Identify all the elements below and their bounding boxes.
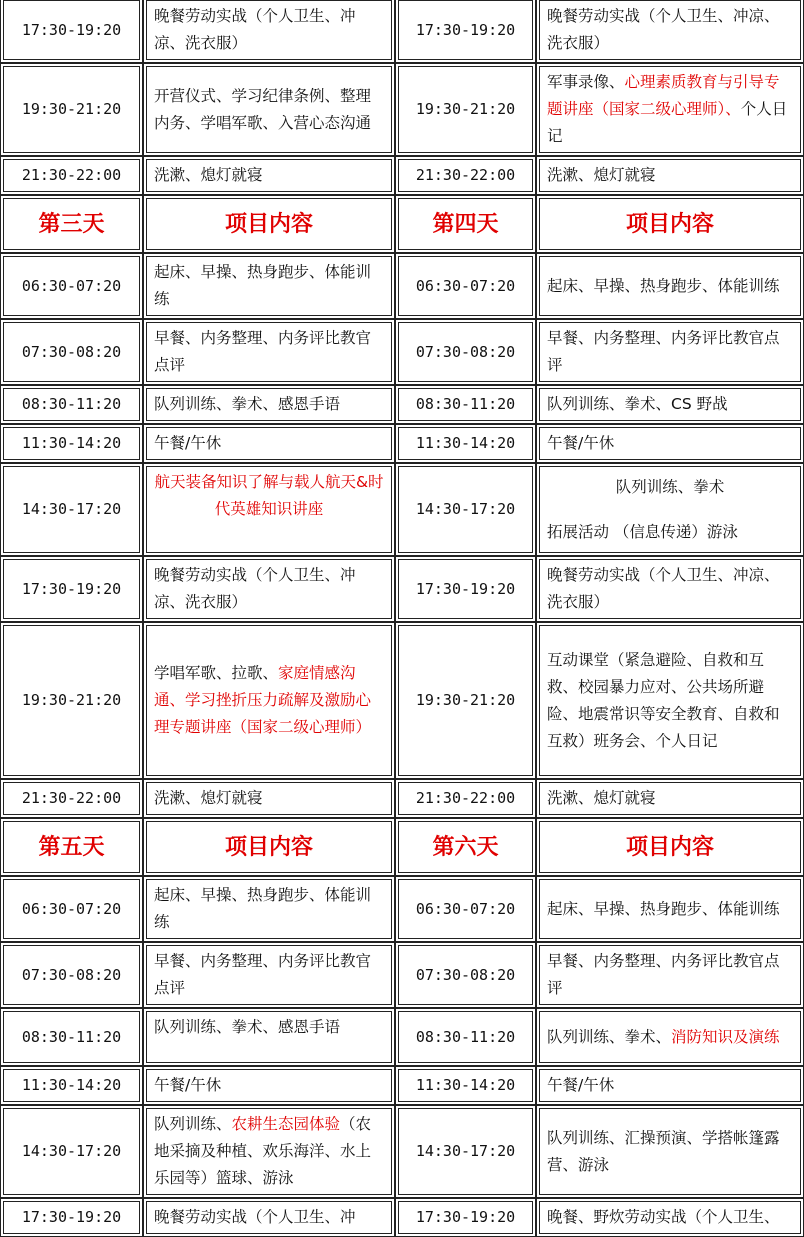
time-slot: 08:30-11:20 — [395, 1008, 536, 1066]
activity-text: 午餐/午休 — [547, 434, 615, 452]
activity-cell — [536, 424, 804, 463]
time-slot: 14:30-17:20 — [0, 463, 143, 556]
schedule-row — [0, 876, 804, 942]
activity-cell — [536, 1105, 804, 1198]
activity-text: （农地采摘及种植、欢乐海洋、水上乐园等）篮球、游泳 — [154, 1115, 372, 1187]
activity-text: 午餐/午休 — [154, 434, 222, 452]
activity-text: 队列训练、拳术、CS 野战 — [547, 395, 728, 413]
activity-cell — [143, 0, 395, 63]
activity-cell — [536, 385, 804, 424]
time-slot: 11:30-14:20 — [395, 424, 536, 463]
time-slot: 21:30-22:00 — [0, 156, 143, 195]
schedule-row — [0, 1008, 804, 1066]
activity-text: 学唱军歌、拉歌、 — [154, 664, 279, 682]
time-slot: 17:30-19:20 — [395, 0, 536, 63]
activity-text: 开营仪式、学习纪律条例、整理内务、学唱军歌、入营心态沟通 — [154, 86, 372, 132]
activity-cell — [143, 779, 395, 818]
time-slot: 06:30-07:20 — [0, 253, 143, 319]
day-title: 第四天 — [395, 195, 536, 253]
activity-cell — [143, 1105, 395, 1198]
activity-cell — [143, 385, 395, 424]
time-slot: 17:30-19:20 — [395, 556, 536, 622]
time-slot: 11:30-14:20 — [0, 1066, 143, 1105]
activity-cell — [536, 253, 804, 319]
time-slot: 08:30-11:20 — [0, 1008, 143, 1066]
activity-cell — [536, 156, 804, 195]
time-slot: 19:30-21:20 — [395, 63, 536, 156]
activity-cell — [536, 319, 804, 385]
activity-cell — [536, 622, 804, 779]
time-slot: 17:30-19:20 — [395, 1198, 536, 1237]
activity-text: 晚餐劳动实战（个人卫生、冲凉、洗衣服） — [154, 7, 356, 52]
activity-text: 晚餐劳动实战（个人卫生、冲凉、洗衣服） — [154, 566, 356, 611]
activity-cell — [143, 253, 395, 319]
activity-text: 起床、早操、热身跑步、体能训练 — [154, 886, 372, 931]
activity-cell — [143, 942, 395, 1008]
activity-text: 洗漱、熄灯就寝 — [547, 789, 656, 807]
column-title: 项目内容 — [536, 195, 804, 253]
time-slot: 07:30-08:20 — [0, 319, 143, 385]
activity-text: 晚餐劳动实战（个人卫生、冲凉、洗衣服） — [547, 7, 780, 52]
activity-cell — [143, 156, 395, 195]
day-title: 第三天 — [0, 195, 143, 253]
schedule-row — [0, 942, 804, 1008]
day-title: 第五天 — [0, 818, 143, 876]
time-slot: 21:30-22:00 — [0, 779, 143, 818]
activity-text: 早餐、内务整理、内务评比教官点评 — [154, 952, 372, 997]
schedule-row — [0, 319, 804, 385]
activity-cell — [536, 876, 804, 942]
time-slot: 07:30-08:20 — [395, 942, 536, 1008]
time-slot: 19:30-21:20 — [395, 622, 536, 779]
time-slot: 21:30-22:00 — [395, 156, 536, 195]
column-title: 项目内容 — [536, 818, 804, 876]
activity-cell — [143, 556, 395, 622]
activity-cell — [143, 463, 395, 556]
activity-text: 军事录像、 — [547, 73, 625, 91]
time-slot: 11:30-14:20 — [0, 424, 143, 463]
time-slot: 17:30-19:20 — [0, 0, 143, 63]
activity-cell — [536, 63, 804, 156]
activity-cell — [536, 556, 804, 622]
activity-line: 拓展活动 （信息传递）游泳 — [547, 522, 738, 541]
activity-text: 早餐、内务整理、内务评比教官点评 — [547, 329, 780, 374]
time-slot: 07:30-08:20 — [395, 319, 536, 385]
activity-cell — [536, 942, 804, 1008]
activity-text: 晚餐劳动实战（个人卫生、冲凉、 洗衣服） — [547, 566, 780, 611]
activity-text: 队列训练、 — [154, 1115, 232, 1133]
time-slot: 08:30-11:20 — [0, 385, 143, 424]
time-slot: 06:30-07:20 — [395, 253, 536, 319]
time-slot: 06:30-07:20 — [0, 876, 143, 942]
time-slot: 14:30-17:20 — [395, 1105, 536, 1198]
schedule-row — [0, 1198, 804, 1237]
time-slot: 07:30-08:20 — [0, 942, 143, 1008]
activity-text: 互动课堂（紧急避险、自救和互救、校园暴力应对、公共场所避险、地震常识等安全教育、自救和互救）班务会、个人日记 — [547, 650, 780, 750]
activity-line: 队列训练、拳术 — [615, 477, 725, 496]
highlighted-activity: 消防知识及演练 — [671, 1027, 780, 1046]
schedule-row — [0, 779, 804, 818]
activity-cell — [536, 1008, 804, 1066]
activity-text: 起床、早操、热身跑步、体能训练 — [547, 899, 780, 918]
activity-text: 洗漱、熄灯就寝 — [154, 789, 263, 807]
activity-text: 洗漱、熄灯就寝 — [154, 166, 263, 184]
time-slot: 17:30-19:20 — [0, 1198, 143, 1237]
activity-cell — [143, 876, 395, 942]
schedule-row — [0, 0, 804, 63]
time-slot: 21:30-22:00 — [395, 779, 536, 818]
highlighted-activity: 心理素质教育与引导专题讲座（国家二级心理师）、 — [547, 73, 780, 118]
day-header-row — [0, 195, 804, 253]
time-slot: 19:30-21:20 — [0, 622, 143, 779]
activity-cell — [536, 1066, 804, 1105]
schedule-row — [0, 463, 804, 556]
activity-cell — [143, 319, 395, 385]
activity-cell — [536, 463, 804, 556]
activity-text: 早餐、内务整理、内务评比教官点评 — [547, 952, 780, 997]
activity-text: 个人日记 — [547, 100, 788, 145]
activity-cell — [143, 1198, 395, 1237]
schedule-row — [0, 556, 804, 622]
activity-text: 晚餐劳动实战（个人卫生、冲 — [154, 1208, 356, 1226]
highlighted-activity: 家庭情感沟通、学习挫折压力疏解及激励心理专题讲座（国家二级心理师） — [154, 664, 372, 736]
activity-cell — [536, 1198, 804, 1237]
schedule-row — [0, 385, 804, 424]
time-slot: 19:30-21:20 — [0, 63, 143, 156]
activity-cell — [143, 1066, 395, 1105]
schedule-row — [0, 253, 804, 319]
activity-text: 起床、早操、热身跑步、体能训练 — [154, 263, 372, 308]
column-title: 项目内容 — [143, 818, 395, 876]
schedule-row — [0, 424, 804, 463]
column-title: 项目内容 — [143, 195, 395, 253]
activity-text: 洗漱、熄灯就寝 — [547, 166, 656, 184]
schedule-row — [0, 1105, 804, 1198]
time-slot: 11:30-14:20 — [395, 1066, 536, 1105]
activity-text: 起床、早操、热身跑步、体能训练 — [547, 276, 780, 295]
activity-text: 晚餐、野炊劳动实战（个人卫生、 — [547, 1208, 780, 1226]
activity-text: 队列训练、拳术、感恩手语 — [154, 395, 341, 413]
time-slot: 08:30-11:20 — [395, 385, 536, 424]
time-slot: 17:30-19:20 — [0, 556, 143, 622]
activity-text: 队列训练、拳术、感恩手语 — [154, 1018, 341, 1036]
spacer — [547, 501, 793, 519]
activity-cell — [536, 779, 804, 818]
time-slot: 14:30-17:20 — [0, 1105, 143, 1198]
activity-cell — [143, 424, 395, 463]
time-slot: 06:30-07:20 — [395, 876, 536, 942]
activity-cell — [143, 622, 395, 779]
activity-text: 队列训练、拳术、 — [547, 1027, 672, 1046]
activity-text: 午餐/午休 — [547, 1076, 615, 1094]
activity-cell — [143, 1008, 395, 1066]
day-title: 第六天 — [395, 818, 536, 876]
highlighted-activity: 航天装备知识了解与载人航天&时代英雄知识讲座 — [154, 473, 384, 518]
schedule-row — [0, 622, 804, 779]
schedule-row — [0, 156, 804, 195]
time-slot: 14:30-17:20 — [395, 463, 536, 556]
activity-text: 午餐/午休 — [154, 1076, 222, 1094]
day-header-row — [0, 818, 804, 876]
activity-text: 队列训练、汇操预演、学搭帐篷露营、游泳 — [547, 1128, 780, 1174]
highlighted-activity: 农耕生态园体验 — [231, 1115, 341, 1133]
activity-cell — [536, 0, 804, 63]
activity-cell — [143, 63, 395, 156]
schedule-row — [0, 63, 804, 156]
schedule-row — [0, 1066, 804, 1105]
activity-text: 早餐、内务整理、内务评比教官点评 — [154, 329, 372, 374]
